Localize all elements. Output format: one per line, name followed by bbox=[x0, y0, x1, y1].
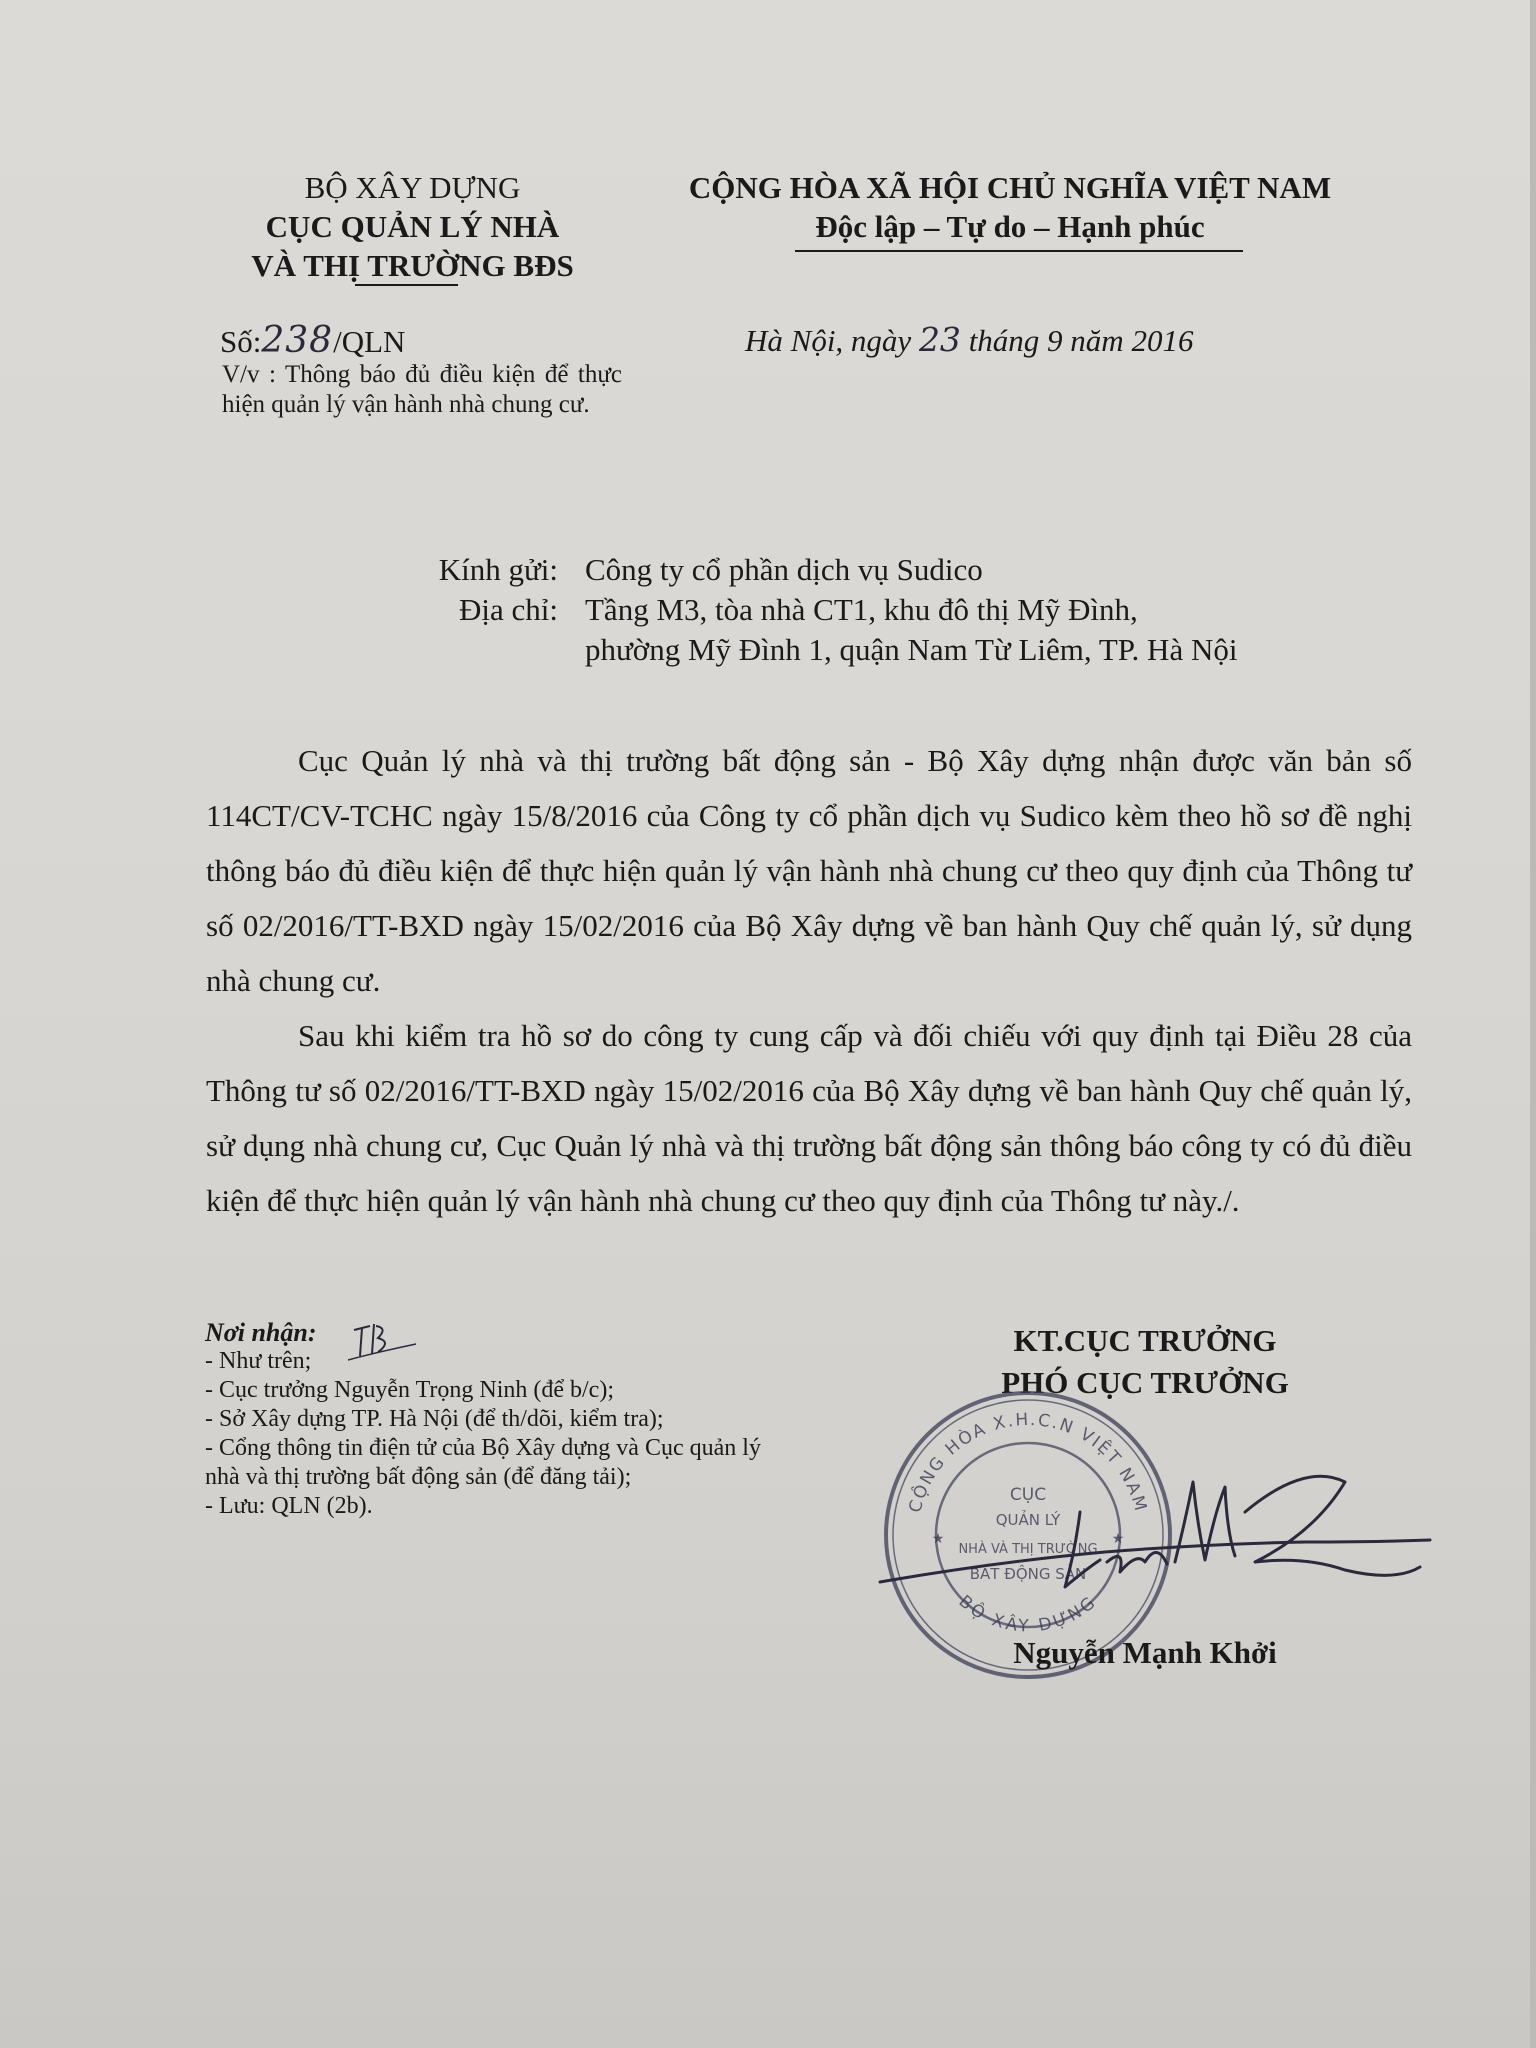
agency-name-line1: CỤC QUẢN LÝ NHÀ bbox=[265, 209, 560, 244]
agency-underline bbox=[355, 284, 458, 286]
recipients-block bbox=[205, 1318, 790, 1521]
page-edge bbox=[1530, 0, 1536, 2048]
handwritten-initials bbox=[348, 1316, 418, 1364]
svg-text:★: ★ bbox=[931, 1532, 945, 1547]
addressee-values bbox=[585, 550, 1405, 670]
date-place: Hà Nội, ngày bbox=[745, 323, 919, 358]
handwritten-number: 238 bbox=[261, 320, 334, 361]
country-name: CỘNG HÒA XÃ HỘI CHỦ NGHĨA VIỆT NAM bbox=[688, 170, 1332, 205]
address-line1: Tầng M3, tòa nhà CT1, khu đô thị Mỹ Đình, bbox=[585, 592, 1138, 627]
to-label: Kính gửi: bbox=[438, 552, 558, 587]
recipient-item: - Lưu: QLN (2b). bbox=[205, 1493, 373, 1519]
address-label: Địa chỉ: bbox=[459, 592, 558, 627]
svg-text:CỤC: CỤC bbox=[1009, 1485, 1047, 1505]
ministry-name: BỘ XÂY DỰNG bbox=[304, 170, 521, 205]
motto-underline bbox=[795, 250, 1243, 252]
recipient-item: - Sở Xây dựng TP. Hà Nội (để th/dõi, kiểm tra); bbox=[205, 1406, 664, 1432]
body-paragraph-1: Cục Quản lý nhà và thị trường bất động sản - Bộ Xây dựng nhận được văn bản số 114CT/CV-TCHC ngày 15/8/2016 của Công ty cổ phần dịch vụ Sudico kèm theo hồ sơ đề nghị thông báo đủ điều kiện để thực hiện quản lý vận hành nhà chung cư theo quy định của Thông tư số 02/2016/TT-BXD ngày 15/02/2016 của Bộ Xây dựng về ban hành Quy chế quản lý, sử dụng nhà chung cư. bbox=[206, 743, 1412, 998]
date-month-year: tháng 9 năm 2016 bbox=[960, 323, 1194, 358]
handwritten-signature bbox=[875, 1452, 1435, 1622]
signature-title-line2: PHÓ CỤC TRƯỞNG bbox=[1001, 1365, 1289, 1400]
svg-text:BẤT ĐỘNG SẢN: BẤT ĐỘNG SẢN bbox=[969, 1565, 1087, 1583]
body-paragraph-2: Sau khi kiểm tra hồ sơ do công ty cung cấp và đối chiếu với quy định tại Điều 28 của Thông tư số 02/2016/TT-BXD ngày 15/02/2016 của Bộ Xây dựng về ban hành Quy chế quản lý, sử dụng nhà chung cư, Cục Quản lý nhà và thị trường bất động sản thông báo công ty có đủ điều kiện để thực hiện quản lý vận hành nhà chung cư theo quy định của Thông tư này./. bbox=[206, 1018, 1412, 1218]
svg-text:NHÀ VÀ THỊ TRƯỜNG: NHÀ VÀ THỊ TRƯỜNG bbox=[958, 1542, 1098, 1557]
to-value: Công ty cổ phần dịch vụ Sudico bbox=[585, 552, 983, 587]
recipient-item: - Cổng thông tin điện tử của Bộ Xây dựng và Cục quản lý nhà và thị trường bất động sản (để đăng tải); bbox=[205, 1435, 761, 1490]
document-subject: V/v : Thông báo đủ điều kiện để thực hiện quản lý vận hành nhà chung cư. bbox=[222, 361, 622, 418]
number-suffix: /QLN bbox=[333, 324, 406, 359]
address-line2: phường Mỹ Đình 1, quận Nam Từ Liêm, TP. Hà Nội bbox=[585, 632, 1238, 667]
issuing-agency-header bbox=[205, 168, 620, 285]
handwritten-day: 23 bbox=[918, 320, 961, 359]
number-prefix: Số: bbox=[220, 324, 262, 359]
recipient-item: - Cục trưởng Nguyễn Trọng Ninh (để b/c); bbox=[205, 1377, 614, 1403]
national-header bbox=[605, 168, 1415, 246]
svg-text:BỘ XÂY DỰNG: BỘ XÂY DỰNG bbox=[954, 1591, 1102, 1637]
recipient-item: - Như trên; bbox=[205, 1348, 312, 1374]
signer-name: Nguyễn Mạnh Khởi bbox=[1013, 1635, 1277, 1670]
agency-name-line2: VÀ THỊ TRƯỜNG BĐS bbox=[251, 248, 574, 283]
svg-text:QUẢN LÝ: QUẢN LÝ bbox=[995, 1511, 1061, 1529]
recipients-title: Nơi nhận: bbox=[205, 1318, 317, 1347]
document-date bbox=[745, 320, 1193, 359]
national-motto: Độc lập – Tự do – Hạnh phúc bbox=[815, 209, 1205, 244]
svg-text:★: ★ bbox=[1111, 1532, 1125, 1547]
addressee-labels bbox=[400, 550, 558, 630]
document-number bbox=[220, 320, 405, 361]
signature-title-line1: KT.CỤC TRƯỞNG bbox=[1013, 1323, 1277, 1358]
svg-text:CỘNG HÒA X.H.C.N VIỆT NAM: CỘNG HÒA X.H.C.N VIỆT NAM bbox=[905, 1409, 1151, 1515]
